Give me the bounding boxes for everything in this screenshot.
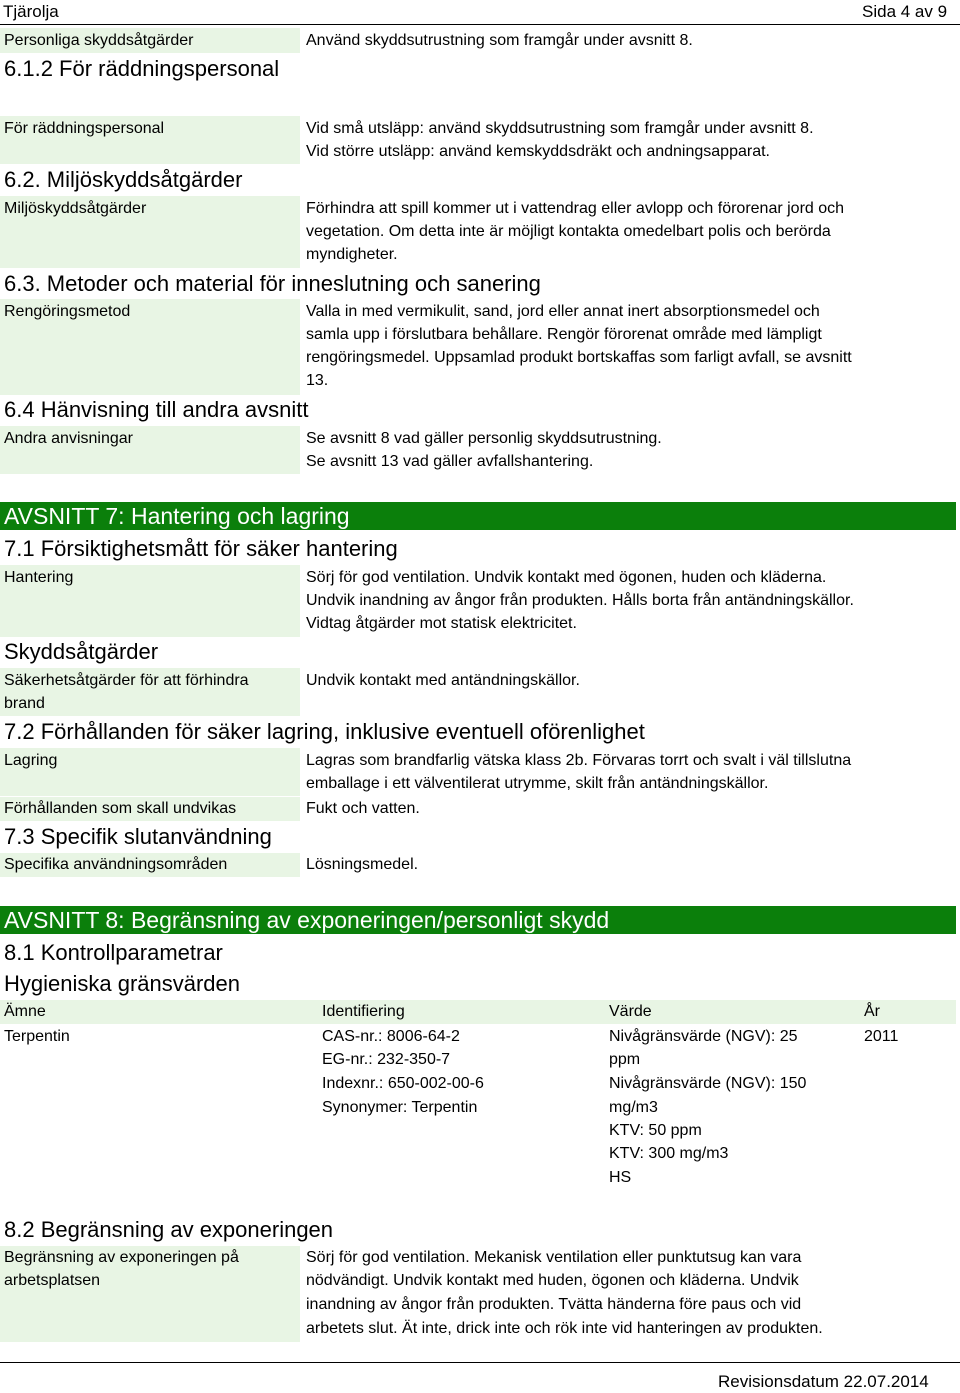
label-rescue-personnel: För räddningspersonal xyxy=(4,120,165,137)
document-header-product: Tjärolja xyxy=(3,2,59,21)
subsection-title-8-1: 8.1 Kontrollparametrar xyxy=(4,940,223,965)
value-reference-line: Se avsnitt 8 vad gäller personlig skyddsutrustning. xyxy=(306,430,662,447)
value-rescue-line-1: Vid små utsläpp: använd skyddsutrustning som framgår under avsnitt 8. xyxy=(306,120,814,137)
value-handling-line: Sörj för god ventilation. Undvik kontakt med ögonen, huden och kläderna. xyxy=(306,569,827,586)
subsection-title-7-3: 7.3 Specifik slutanvändning xyxy=(4,824,272,849)
table-cell-value-line: Nivågränsvärde (NGV): 150 xyxy=(609,1075,807,1092)
label-personal-protection: Personliga skyddsåtgärder xyxy=(4,32,194,49)
value-conditions-to-avoid: Fukt och vatten. xyxy=(306,800,420,817)
header-rule xyxy=(0,24,960,25)
subheading-protective-measures: Skyddsåtgärder xyxy=(4,639,159,664)
value-workplace-line: Sörj för god ventilation. Mekanisk ventilation eller punktutsug kan vara xyxy=(306,1249,802,1266)
table-cell-value-line: KTV: 300 mg/m3 xyxy=(609,1145,729,1162)
value-workplace-line: nödvändigt. Undvik kontakt med huden, ögonen och kläderna. Undvik xyxy=(306,1272,799,1289)
label-conditions-to-avoid: Förhållanden som skall undvikas xyxy=(4,800,237,817)
table-header-value: Värde xyxy=(609,1003,652,1020)
table-cell-ident-line: Synonymer: Terpentin xyxy=(322,1099,478,1116)
subsection-title-7-2: 7.2 Förhållanden för säker lagring, inklusive eventuell oförenlighet xyxy=(4,719,645,744)
label-workplace-exposure-cont: arbetsplatsen xyxy=(4,1272,101,1289)
table-cell-value-line: KTV: 50 ppm xyxy=(609,1122,702,1139)
value-storage-line: emballage i ett välventilerat utrymme, skilt från antändningskällor. xyxy=(306,775,769,792)
value-storage-line: Lagras som brandfarlig vätska klass 2b. Förvaras torrt och svalt i väl tillslutna xyxy=(306,752,852,769)
label-storage: Lagring xyxy=(4,752,58,769)
value-rescue-line-2: Vid större utsläpp: använd kemskyddsdräkt och andningsapparat. xyxy=(306,143,770,160)
section-8-bar: AVSNITT 8: Begränsning av exponeringen/personligt skydd xyxy=(0,906,956,934)
table-header-substance: Ämne xyxy=(4,1003,46,1020)
value-environment-line: myndigheter. xyxy=(306,246,398,263)
subsection-title-8-2: 8.2 Begränsning av exponeringen xyxy=(4,1217,334,1242)
label-fire-prevention-cont: brand xyxy=(4,695,45,712)
value-personal-protection: Använd skyddsutrustning som framgår under avsnitt 8. xyxy=(306,32,693,49)
table-header-bg xyxy=(0,1000,956,1024)
value-handling-line: Undvik inandning av ångor från produkten. Hålls borta från antändningskällor. xyxy=(306,592,854,609)
subsection-title-6-2: 6.2. Miljöskyddsåtgärder xyxy=(4,167,243,192)
table-header-identification: Identifiering xyxy=(322,1003,405,1020)
value-fire-prevention: Undvik kontakt med antändningskällor. xyxy=(306,672,580,689)
label-other-references: Andra anvisningar xyxy=(4,430,133,447)
footer-rule xyxy=(0,1362,960,1363)
table-cell-substance: Terpentin xyxy=(4,1028,70,1045)
label-environment: Miljöskyddsåtgärder xyxy=(4,200,147,217)
table-cell-year: 2011 xyxy=(864,1028,899,1045)
label-cleaning-method: Rengöringsmetod xyxy=(4,303,131,320)
subsection-title-7-1: 7.1 Försiktighetsmått för säker hantering xyxy=(4,536,398,561)
table-header-year: År xyxy=(864,1003,880,1020)
table-cell-ident-line: Indexnr.: 650-002-00-6 xyxy=(322,1075,484,1092)
value-environment-line: Förhindra att spill kommer ut i vattendrag eller avlopp och förorenar jord och xyxy=(306,200,845,217)
value-cleaning-line: Valla in med vermikulit, sand, jord eller annat inert absorptionsmedel och xyxy=(306,303,820,320)
section-7-bar: AVSNITT 7: Hantering och lagring xyxy=(0,502,956,530)
value-specific-uses: Lösningsmedel. xyxy=(306,856,419,873)
value-reference-line: Se avsnitt 13 vad gäller avfallshantering. xyxy=(306,453,594,470)
page-number: Sida 4 av 9 xyxy=(862,2,948,21)
value-cleaning-line: 13. xyxy=(306,372,329,389)
revision-date: Revisionsdatum 22.07.2014 xyxy=(718,1372,929,1391)
value-workplace-line: inandning av ångor från produkten. Tvätta händerna före paus och vid xyxy=(306,1296,802,1313)
table-cell-value-line: ppm xyxy=(609,1051,641,1068)
value-workplace-line: arbetets slut. Ät inte, drick inte och rök inte vid hanteringen av produkten. xyxy=(306,1320,823,1337)
value-cleaning-line: samla upp i förslutbara behållare. Rengör förorenat område med lämpligt xyxy=(306,326,822,343)
label-fire-prevention: Säkerhetsåtgärder för att förhindra xyxy=(4,672,249,689)
value-cleaning-line: rengöringsmedel. Uppsamlad produkt bortskaffas som farligt avfall, se avsnitt xyxy=(306,349,852,366)
table-cell-value-line: Nivågränsvärde (NGV): 25 xyxy=(609,1028,798,1045)
label-handling: Hantering xyxy=(4,569,74,586)
value-environment-line: vegetation. Om detta inte är möjligt kontakta omedelbart polis och berörda xyxy=(306,223,831,240)
label-specific-uses: Specifika användningsområden xyxy=(4,856,228,873)
label-workplace-exposure: Begränsning av exponeringen på xyxy=(4,1249,239,1266)
table-cell-value-line: mg/m3 xyxy=(609,1099,658,1116)
subheading-hygienic-limits: Hygieniska gränsvärden xyxy=(4,971,241,996)
subsection-title-6-3: 6.3. Metoder och material för inneslutning och sanering xyxy=(4,271,541,296)
table-cell-ident-line: EG-nr.: 232-350-7 xyxy=(322,1051,451,1068)
table-cell-value-line: HS xyxy=(609,1169,632,1186)
value-handling-line: Vidtag åtgärder mot statisk elektricitet. xyxy=(306,615,577,632)
subsection-title-6-1-2: 6.1.2 För räddningspersonal xyxy=(4,56,280,81)
table-cell-ident-line: CAS-nr.: 8006-64-2 xyxy=(322,1028,460,1045)
subsection-title-6-4: 6.4 Hänvisning till andra avsnitt xyxy=(4,397,309,422)
